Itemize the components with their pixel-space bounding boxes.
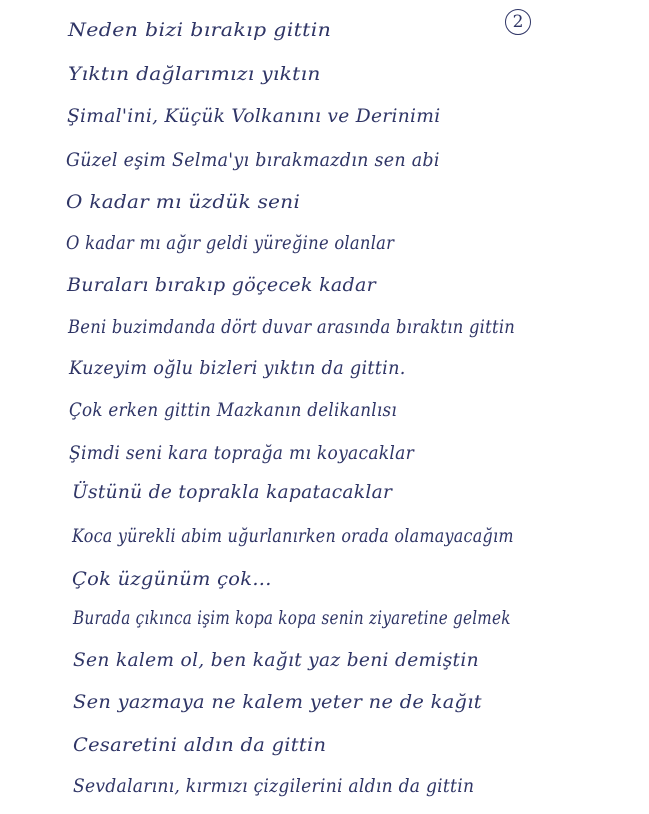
handwritten-line-10: Çok erken gittin Mazkanın delikanlısı	[69, 399, 397, 421]
handwritten-line-14: Çok üzgünüm çok...	[72, 568, 272, 590]
handwritten-line-2: Yıktın dağlarımızı yıktın	[68, 63, 321, 85]
handwritten-line-1: Neden bizi bırakıp gittin	[68, 19, 332, 41]
handwritten-line-12: Üstünü de toprakla kapatacaklar	[72, 481, 393, 503]
handwritten-line-11: Şimdi seni kara toprağa mı koyacaklar	[69, 442, 415, 464]
handwritten-line-8: Beni buzimdanda dört duvar arasında bıraktın gittin	[68, 316, 516, 338]
handwritten-line-17: Sen yazmaya ne kalem yeter ne de kağıt	[73, 691, 482, 713]
handwritten-line-18: Cesaretini aldın da gittin	[73, 734, 327, 756]
handwritten-line-13: Koca yürekli abim uğurlanırken orada olamayacağım	[72, 525, 514, 547]
handwritten-line-4: Güzel eşim Selma'yı bırakmazdın sen abi	[66, 149, 440, 171]
handwritten-line-3: Şimal'ini, Küçük Volkanını ve Derinimi	[67, 105, 441, 127]
handwritten-line-15: Burada çıkınca işim kopa kopa senin ziyaretine gelmek	[73, 607, 511, 629]
handwritten-line-9: Kuzeyim oğlu bizleri yıktın da gittin.	[69, 357, 406, 379]
page-number-badge: 2	[505, 9, 531, 35]
handwritten-line-7: Buraları bırakıp göçecek kadar	[67, 274, 376, 296]
handwritten-line-5: O kadar mı üzdük seni	[66, 191, 301, 213]
handwritten-line-16: Sen kalem ol, ben kağıt yaz beni demiştin	[73, 649, 479, 671]
handwritten-line-6: O kadar mı ağır geldi yüreğine olanlar	[66, 232, 395, 254]
handwritten-line-19: Sevdalarını, kırmızı çizgilerini aldın da gittin	[73, 775, 475, 797]
